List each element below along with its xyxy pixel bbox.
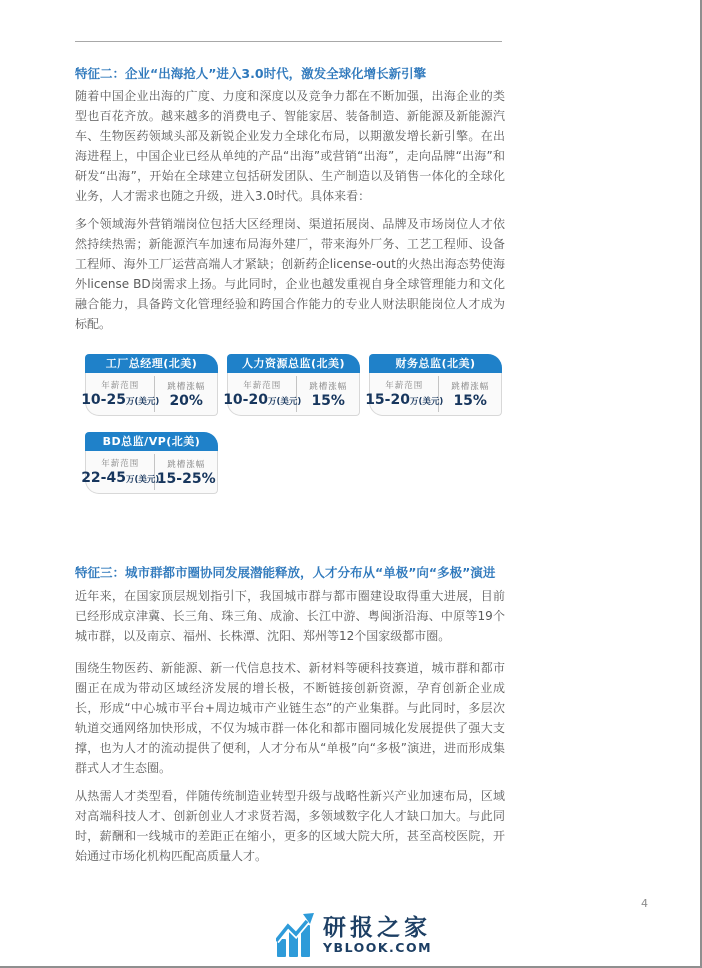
footer-logo [276, 913, 432, 957]
logo-text [323, 916, 432, 955]
hop-raise-value: 15% [453, 392, 487, 409]
salary-range-label: 年薪范围 [385, 380, 424, 391]
card-title: BD总监/VP(北美) [85, 432, 218, 451]
card-body [223, 373, 360, 416]
hop-raise-value: 20% [169, 392, 203, 409]
salary-unit: 万(美元) [125, 474, 160, 485]
salary-cards [81, 354, 502, 494]
card-title: 财务总监(北美) [369, 354, 502, 373]
salary-range-value: 22-45万(美元) [81, 469, 160, 486]
salary-unit: 万(美元) [267, 396, 302, 407]
hop-raise-label: 跳槽涨幅 [309, 381, 348, 392]
salary-card-bd-director [81, 432, 218, 494]
paragraph: 随着中国企业出海的广度、力度和深度以及竞争力都在不断加强，出海企业的类型也百花齐放。越来越多的消费电子、智能家居、装备制造、新能源及新能源汽车、生物医药领域头部及新锐企业发力全球化布局，以期激发增长新引擎。在出海进程上，中国企业已经从单纯的产品“出海”或营销“出海”，走向品牌“出海”和研发“出海”，开始在全球建立包括研发团队、生产制造以及销售一体化的全球化业务，人才需求也随之升级，进入3.0时代。具体来看： [75, 89, 505, 203]
page-number: 4 [641, 897, 648, 910]
paragraph: 多个领域海外营销端岗位包括大区经理岗、渠道拓展岗、品牌及市场岗位人才依然持续热需；新能源汽车加速布局海外建厂，带来海外厂务、工艺工程师、设备工程师、海外工厂运营高端人才紧缺；创新药企license-out的火热出海态势使海外license BD岗需求上扬。与此同时，企业也越发重视自身全球管理能力和文化融合能力，具备跨文化管理经验和跨国合作能力的专业人财法职能岗位人才成为标配。 [75, 217, 505, 331]
salary-range-label: 年薪范围 [243, 380, 282, 391]
hop-raise-label: 跳槽涨幅 [167, 381, 206, 392]
salary-cards-row-2 [81, 432, 502, 494]
salary-range-label: 年薪范围 [101, 458, 140, 469]
bar-chart-arrow-icon [276, 913, 314, 957]
salary-cards-row-1 [81, 354, 502, 416]
paragraph: 从热需人才类型看，伴随传统制造业转型升级与战略性新兴产业加速布局，区域对高端科技人才、创新创业人才求贤若渴，多领域数字化人才缺口加大。与此同时，薪酬和一线城市的差距正在缩小，更多的区域大院大所，甚至高校医院，开始通过市场化机构匹配高质量人才。 [75, 789, 505, 863]
salary-card-factory-gm [81, 354, 218, 416]
salary-stat [81, 454, 160, 490]
hop-raise-label: 跳槽涨幅 [451, 381, 490, 392]
salary-range-value: 10-20万(美元) [223, 391, 302, 408]
salary-stat [81, 376, 160, 412]
salary-range-value: 15-20万(美元) [365, 391, 444, 408]
salary-unit: 万(美元) [125, 396, 160, 407]
salary-stat [365, 376, 444, 412]
hop-stat [297, 376, 359, 412]
card-body [81, 451, 218, 494]
card-body [365, 373, 502, 416]
section-heading: 特征三：城市群都市圈协同发展潜能释放，人才分布从“单极”向“多极”演进 [75, 565, 496, 580]
logo-name: 研报之家 [323, 914, 431, 941]
salary-card-hr-director [223, 354, 360, 416]
salary-unit: 万(美元) [409, 396, 444, 407]
hop-stat [439, 376, 501, 412]
hop-raise-value: 15-25% [156, 470, 216, 487]
section-feature-2 [75, 66, 505, 342]
card-title: 人力资源总监(北美) [227, 354, 360, 373]
logo-domain: YBLOOK.COM [323, 939, 433, 955]
salary-range-value: 10-25万(美元) [81, 391, 160, 408]
section-feature-3 [75, 565, 505, 874]
salary-stat [223, 376, 302, 412]
card-body [81, 373, 218, 416]
top-divider [75, 41, 502, 42]
hop-raise-label: 跳槽涨幅 [167, 459, 206, 470]
paragraph: 围绕生物医药、新能源、新一代信息技术、新材料等硬科技赛道，城市群和都市圈正在成为带动区域经济发展的增长极，不断链接创新资源，孕育创新企业成长，形成“中心城市平台+周边城市产业链生态”的产业集群。与此同时，多层次轨道交通网络加快形成，不仅为城市群一体化和都市圈同城化发展提供了强大支撑，也为人才的流动提供了便利，人才分布从“单极”向“多极”演进，进而形成集群式人才生态圈。 [75, 661, 505, 775]
paragraph: 近年来，在国家顶层规划指引下，我国城市群与都市圈建设取得重大进展，目前已经形成京津冀、长三角、珠三角、成渝、长江中游、粤闽浙沿海、中原等19个城市群，以及南京、福州、长株潭、沈阳、郑州等12个国家级都市圈。 [75, 589, 505, 643]
salary-range-label: 年薪范围 [101, 380, 140, 391]
salary-card-finance-director [365, 354, 502, 416]
card-title: 工厂总经理(北美) [85, 354, 218, 373]
hop-stat [155, 376, 217, 412]
hop-raise-value: 15% [311, 392, 345, 409]
hop-stat [155, 454, 217, 490]
section-heading: 特征二：企业“出海抢人”进入3.0时代，激发全球化增长新引擎 [75, 66, 427, 81]
